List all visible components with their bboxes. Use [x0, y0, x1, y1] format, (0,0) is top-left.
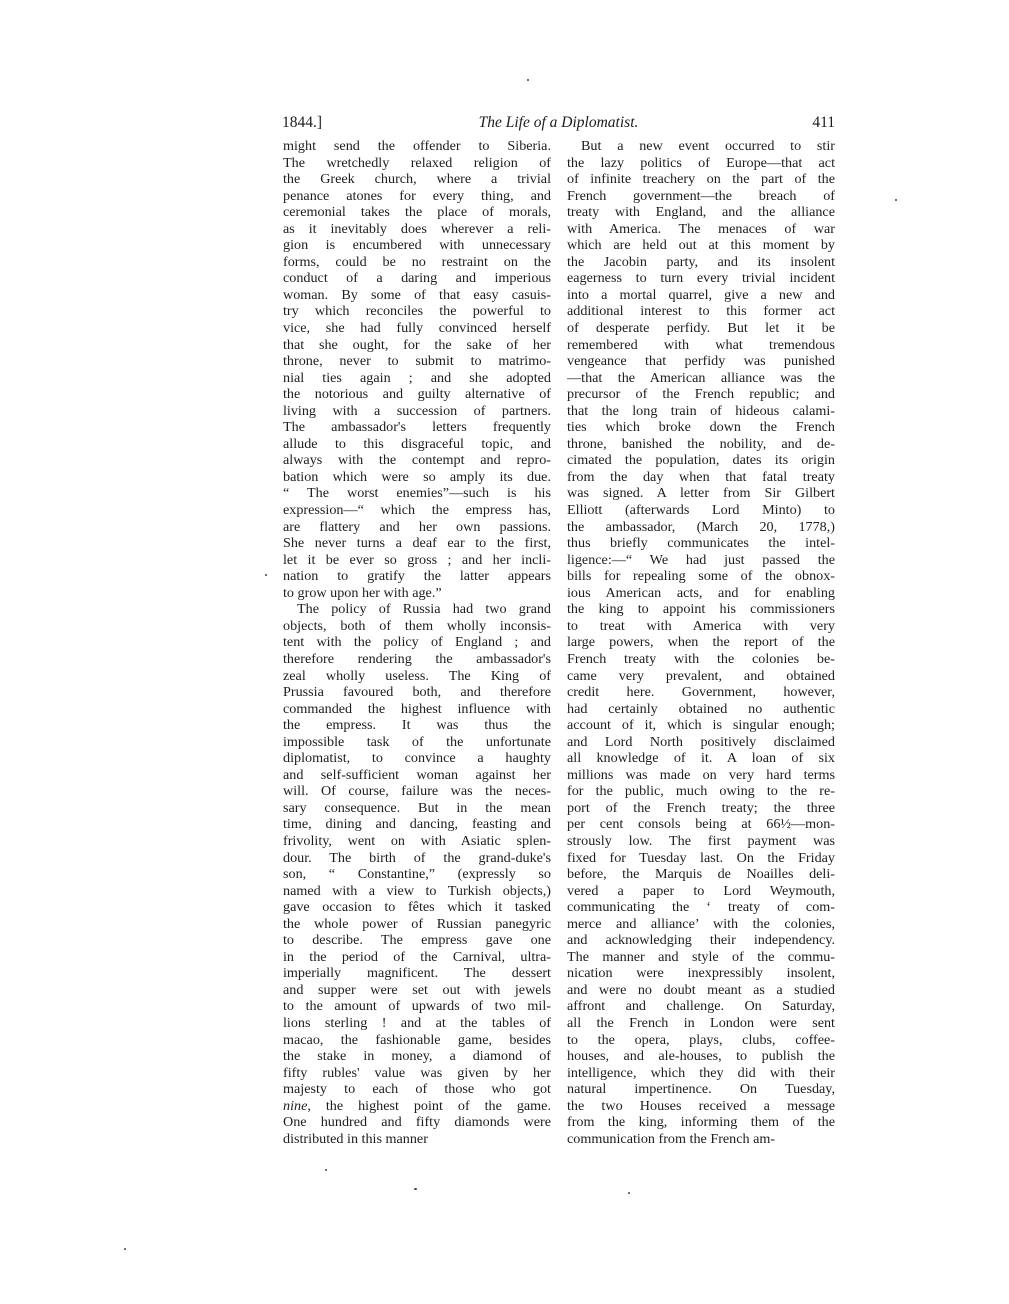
- text-line: came very prevalent, and obtained: [567, 667, 835, 684]
- print-speck: [414, 1188, 417, 1190]
- text-line: nation to gratify the latter appears: [283, 568, 551, 585]
- left-text-column: [283, 138, 551, 1147]
- text-line: gion is encumbered with unnecessary: [283, 237, 551, 254]
- text-line: the lazy politics of Europe—that act: [567, 154, 835, 171]
- text-line: son, “ Constantine,” (expressly so: [283, 866, 551, 883]
- print-speck: [527, 79, 529, 81]
- text-line: had certainly obtained no authentic: [567, 700, 835, 717]
- text-line: strously low. The first payment was: [567, 832, 835, 849]
- text-line: nine, the highest point of the game.: [283, 1097, 551, 1114]
- text-line: French government—the breach of: [567, 187, 835, 204]
- text-line: communicating the ‘ treaty of com-: [567, 899, 835, 916]
- text-line: might send the offender to Siberia.: [283, 138, 551, 154]
- print-speck: [124, 1248, 126, 1250]
- text-line: objects, both of them wholly inconsis-: [283, 617, 551, 634]
- text-line: communication from the French am-: [567, 1130, 776, 1147]
- text-line: always with the contempt and repro-: [283, 452, 551, 469]
- text-line: the Jacobin party, and its insolent: [567, 253, 835, 270]
- text-line: intelligence, which they did with their: [567, 1064, 835, 1081]
- text-line: the whole power of Russian panegyric: [283, 915, 551, 932]
- text-line: credit here. Government, however,: [567, 684, 835, 701]
- print-speck: [628, 1192, 630, 1194]
- text-line: But a new event occurred to stir: [581, 138, 835, 154]
- text-line: vered a paper to Lord Weymouth,: [567, 882, 835, 899]
- text-line: of infinite treachery on the part of the: [567, 171, 835, 188]
- text-line: to treat with America with very: [567, 617, 835, 634]
- text-line: the stake in money, a diamond of: [283, 1048, 551, 1065]
- text-line: are flattery and her own passions.: [283, 518, 551, 535]
- text-line: with America. The menaces of war: [567, 220, 835, 237]
- text-line: and self-sufficient woman against her: [283, 766, 551, 783]
- text-line: let it be ever so gross ; and her incli-: [283, 551, 551, 568]
- text-line: throne, banished the nobility, and de-: [567, 435, 835, 452]
- text-line: the two Houses received a message: [567, 1097, 835, 1114]
- text-line: living with a succession of partners.: [283, 402, 551, 419]
- text-line: account of it, which is singular enough;: [567, 717, 835, 734]
- text-line: all the French in London were sent: [567, 1014, 835, 1031]
- text-line: throne, never to submit to matrimo-: [283, 353, 551, 370]
- text-line: diplomatist, to convince a haughty: [283, 750, 551, 767]
- text-line: impossible task of the unfortunate: [283, 733, 551, 750]
- text-line: French treaty with the colonies be-: [567, 650, 835, 667]
- text-line: the ambassador, (March 20, 1778,): [567, 518, 835, 535]
- text-line: tent with the policy of England ; and: [283, 634, 551, 651]
- text-line: ties which broke down the French: [567, 419, 835, 436]
- text-line: the king to appoint his commissioners: [567, 601, 835, 618]
- text-line: ligence:—“ We had just passed the: [567, 551, 835, 568]
- text-line: cimated the population, dates its origin: [567, 452, 835, 469]
- text-line: Prussia favoured both, and therefore: [283, 684, 551, 701]
- text-line: One hundred and fifty diamonds were: [283, 1114, 551, 1131]
- right-text-column: [567, 138, 835, 1147]
- text-line: lions sterling ! and at the tables of: [283, 1014, 551, 1031]
- text-line: zeal wholly useless. The King of: [283, 667, 551, 684]
- text-line: houses, and ale-houses, to publish the: [567, 1048, 835, 1065]
- text-line: frivolity, went on with Asiatic splen-: [283, 832, 551, 849]
- text-line: and Lord North positively disclaimed: [567, 733, 835, 750]
- text-line: distributed in this manner: [283, 1130, 428, 1147]
- text-line: The policy of Russia had two grand: [297, 601, 551, 618]
- text-line: time, dining and dancing, feasting and: [283, 816, 551, 833]
- text-line: nial ties again ; and she adopted: [283, 369, 551, 386]
- text-line: all knowledge of it. A loan of six: [567, 750, 835, 767]
- text-line: precursor of the French republic; and: [567, 386, 835, 403]
- print-speck: [325, 1169, 327, 1171]
- text-line: —that the American alliance was the: [567, 369, 835, 386]
- text-line: ceremonial takes the place of morals,: [283, 204, 551, 221]
- text-line: of desperate perfidy. But let it be: [567, 320, 835, 337]
- header-year: 1844.]: [282, 114, 323, 131]
- text-line: large powers, when the report of the: [567, 634, 835, 651]
- text-line: forms, could be no restraint on the: [283, 253, 551, 270]
- print-speck: [265, 574, 267, 576]
- page-number: 411: [812, 114, 835, 131]
- text-line: allude to this disgraceful topic, and: [283, 435, 551, 452]
- text-line: affront and challenge. On Saturday,: [567, 998, 835, 1015]
- text-line: natural impertinence. On Tuesday,: [567, 1081, 835, 1098]
- text-line: to the opera, plays, clubs, coffee-: [567, 1031, 835, 1048]
- text-line: woman. By some of that easy casuis-: [283, 286, 551, 303]
- text-line: and acknowledging their independency.: [567, 932, 835, 949]
- text-line: which are held out at this moment by: [567, 237, 835, 254]
- text-line: to the amount of upwards of two mil-: [283, 998, 551, 1015]
- text-line: as it inevitably does wherever a reli-: [283, 220, 551, 237]
- text-line: “ The worst enemies”—such is his: [283, 485, 551, 502]
- text-line: bation which were so amply its due.: [283, 468, 551, 485]
- text-line: from the day when that fatal treaty: [567, 468, 835, 485]
- text-line: that she ought, for the sake of her: [283, 336, 551, 353]
- text-line: named with a view to Turkish objects,): [283, 882, 551, 899]
- text-line: to describe. The empress gave one: [283, 932, 551, 949]
- text-line: dour. The birth of the grand-duke's: [283, 849, 551, 866]
- text-line: imperially magnificent. The dessert: [283, 965, 551, 982]
- text-line: thus briefly communicates the intel-: [567, 535, 835, 552]
- text-line: in the period of the Carnival, ultra-: [283, 948, 551, 965]
- text-line: macao, the fashionable game, besides: [283, 1031, 551, 1048]
- text-line: and were no doubt meant as a studied: [567, 981, 835, 998]
- text-line: nication were inexpressibly insolent,: [567, 965, 835, 982]
- text-line: fixed for Tuesday last. On the Friday: [567, 849, 835, 866]
- text-line: expression—“ which the empress has,: [283, 502, 551, 519]
- text-line: remembered with what tremendous: [567, 336, 835, 353]
- text-line: bills for repealing some of the obnox-: [567, 568, 835, 585]
- text-line: additional interest to this former act: [567, 303, 835, 320]
- text-line: eagerness to turn every trivial incident: [567, 270, 835, 287]
- text-line: before, the Marquis de Noailles deli-: [567, 866, 835, 883]
- text-line: to grow upon her with age.”: [283, 584, 442, 601]
- text-line: the notorious and guilty alternative of: [283, 386, 551, 403]
- text-line: sary consequence. But in the mean: [283, 799, 551, 816]
- text-line: vice, she had fully convinced herself: [283, 320, 551, 337]
- text-line: try which reconciles the powerful to: [283, 303, 551, 320]
- text-line: therefore rendering the ambassador's: [283, 650, 551, 667]
- print-speck: [895, 199, 897, 201]
- text-line: into a mortal quarrel, give a new and: [567, 286, 835, 303]
- text-line: ious American acts, and for enabling: [567, 584, 835, 601]
- text-line: The ambassador's letters frequently: [283, 419, 551, 436]
- text-line: gave occasion to fêtes which it tasked: [283, 899, 551, 916]
- text-line: She never turns a deaf ear to the first,: [283, 535, 551, 552]
- text-line: that the long train of hideous calami-: [567, 402, 835, 419]
- text-line: was signed. A letter from Sir Gilbert: [567, 485, 835, 502]
- text-line: port of the French treaty; the three: [567, 799, 835, 816]
- text-line: commanded the highest influence with: [283, 700, 551, 717]
- text-line: millions was made on very hard terms: [567, 766, 835, 783]
- text-line: merce and alliance’ with the colonies,: [567, 915, 835, 932]
- text-line: vengeance that perfidy was punished: [567, 353, 835, 370]
- text-line: conduct of a daring and imperious: [283, 270, 551, 287]
- header-title: The Life of a Diplomatist.: [478, 114, 639, 131]
- text-line: penance atones for every thing, and: [283, 187, 551, 204]
- text-line: fifty rubles' value was given by her: [283, 1064, 551, 1081]
- text-line: the Greek church, where a trivial: [283, 171, 551, 188]
- text-line: majesty to each of those who got: [283, 1081, 551, 1098]
- text-line: for the public, much owing to the re-: [567, 783, 835, 800]
- text-line: per cent consols being at 66½—mon-: [567, 816, 835, 833]
- text-line: The manner and style of the commu-: [567, 948, 835, 965]
- text-line: treaty with England, and the alliance: [567, 204, 835, 221]
- text-line: from the king, informing them of the: [567, 1114, 835, 1131]
- running-header: [282, 114, 835, 136]
- text-line: and supper were set out with jewels: [283, 981, 551, 998]
- text-line: Elliott (afterwards Lord Minto) to: [567, 502, 835, 519]
- text-line: will. Of course, failure was the neces-: [283, 783, 551, 800]
- text-line: The wretchedly relaxed religion of: [283, 154, 551, 171]
- text-line: the empress. It was thus the: [283, 717, 551, 734]
